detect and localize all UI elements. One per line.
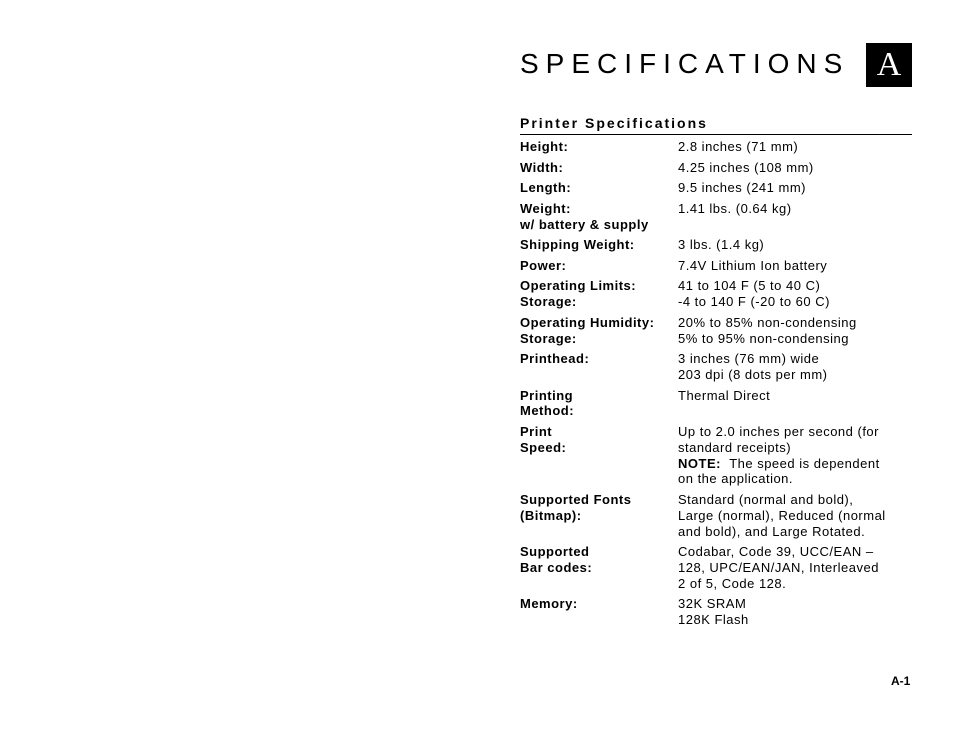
spec-label-line: Speed: — [520, 439, 567, 455]
spec-label-line: (Bitmap): — [520, 507, 582, 523]
spec-value-line: 7.4V Lithium Ion battery — [678, 257, 828, 273]
spec-row — [520, 424, 912, 487]
spec-value-line: 9.5 inches (241 mm) — [678, 180, 806, 196]
spec-value-line: 2.8 inches (71 mm) — [678, 139, 799, 154]
spec-row — [520, 492, 912, 539]
spec-value-line: Up to 2.0 inches per second (for — [678, 423, 879, 439]
spec-value-line: 3 lbs. (1.4 kg) — [678, 237, 765, 253]
spec-label-line: w/ battery & supply — [520, 216, 649, 232]
spec-label — [520, 258, 678, 274]
spec-value — [678, 160, 912, 176]
spec-note-line: on the application. — [678, 471, 794, 487]
spec-label-line: Printhead: — [520, 351, 590, 367]
spec-value-line: 2 of 5, Code 128. — [678, 575, 787, 591]
spec-label — [520, 351, 678, 383]
spec-row — [520, 139, 912, 155]
spec-value-line: standard receipts) — [678, 439, 792, 455]
page-number: A-1 — [891, 674, 911, 688]
spec-label-line: Printing — [520, 387, 574, 403]
spec-label-line: Width: — [520, 159, 564, 175]
spec-value — [678, 201, 912, 233]
spec-label-line: Supported Fonts — [520, 491, 632, 507]
spec-label — [520, 201, 678, 233]
note-label: NOTE: — [678, 455, 721, 471]
spec-label — [520, 278, 678, 310]
spec-value — [678, 424, 912, 487]
spec-label — [520, 596, 678, 628]
spec-value-line: 5% to 95% non-condensing — [678, 330, 850, 346]
spec-label-line: Storage: — [520, 330, 577, 346]
spec-label-line: Method: — [520, 403, 575, 419]
spec-value-line: 41 to 104 F (5 to 40 C) — [678, 278, 821, 294]
spec-row — [520, 201, 912, 233]
spec-label — [520, 180, 678, 196]
spec-row — [520, 180, 912, 196]
spec-label — [520, 544, 678, 591]
spec-row — [520, 596, 912, 628]
spec-table — [520, 139, 912, 633]
spec-label-line: Height: — [520, 139, 569, 154]
section-heading: Printer Specifications — [520, 114, 912, 135]
spec-value-line: 203 dpi (8 dots per mm) — [678, 366, 828, 382]
page-title: SPECIFICATIONS — [520, 48, 850, 79]
spec-value-line: Thermal Direct — [678, 387, 771, 403]
spec-value-line: 32K SRAM — [678, 596, 747, 612]
spec-label-line: Operating Limits: — [520, 278, 637, 294]
spec-label-line: Memory: — [520, 596, 578, 612]
spec-row — [520, 258, 912, 274]
spec-row — [520, 237, 912, 253]
spec-label — [520, 139, 678, 155]
spec-label-line: Supported — [520, 544, 590, 560]
spec-label — [520, 315, 678, 347]
spec-label — [520, 160, 678, 176]
spec-label — [520, 492, 678, 539]
spec-label-line: Power: — [520, 257, 567, 273]
spec-value — [678, 492, 912, 539]
spec-value — [678, 278, 912, 310]
spec-value-line: Standard (normal and bold), — [678, 491, 854, 507]
spec-label-line: Length: — [520, 180, 572, 196]
spec-row — [520, 388, 912, 420]
spec-value-line: Large (normal), Reduced (normal — [678, 507, 886, 523]
spec-label-line: Storage: — [520, 294, 577, 310]
spec-label — [520, 237, 678, 253]
spec-value-line: 4.25 inches (108 mm) — [678, 159, 814, 175]
spec-value-line: -4 to 140 F (-20 to 60 C) — [678, 294, 830, 310]
spec-value — [678, 180, 912, 196]
spec-label-line: Print — [520, 423, 553, 439]
spec-value-line: 20% to 85% non-condensing — [678, 314, 857, 330]
spec-label-line: Shipping Weight: — [520, 237, 635, 253]
spec-value — [678, 139, 912, 155]
spec-value-line: 128, UPC/EAN/JAN, Interleaved — [678, 559, 879, 575]
spec-label — [520, 424, 678, 487]
spec-value-line: 128K Flash — [678, 612, 749, 628]
spec-value — [678, 388, 912, 420]
spec-row — [520, 278, 912, 310]
spec-value — [678, 258, 912, 274]
appendix-tab-badge: A — [866, 43, 912, 87]
spec-row — [520, 544, 912, 591]
spec-label-line: Bar codes: — [520, 559, 593, 575]
spec-label-line: Operating Humidity: — [520, 314, 655, 330]
spec-value — [678, 544, 912, 591]
note-text: The speed is dependent — [729, 455, 880, 471]
spec-value — [678, 351, 912, 383]
spec-label — [520, 388, 678, 420]
spec-label-line: Weight: — [520, 200, 571, 216]
spec-value — [678, 237, 912, 253]
spec-value-line: 3 inches (76 mm) wide — [678, 351, 820, 367]
spec-value — [678, 596, 912, 628]
spec-row — [520, 351, 912, 383]
spec-value-line: Codabar, Code 39, UCC/EAN – — [678, 544, 874, 560]
spec-row — [520, 160, 912, 176]
spec-value-line: and bold), and Large Rotated. — [678, 523, 866, 539]
spec-row — [520, 315, 912, 347]
spec-value-line: 1.41 lbs. (0.64 kg) — [678, 200, 792, 216]
spec-note-line — [678, 456, 912, 472]
spec-value — [678, 315, 912, 347]
